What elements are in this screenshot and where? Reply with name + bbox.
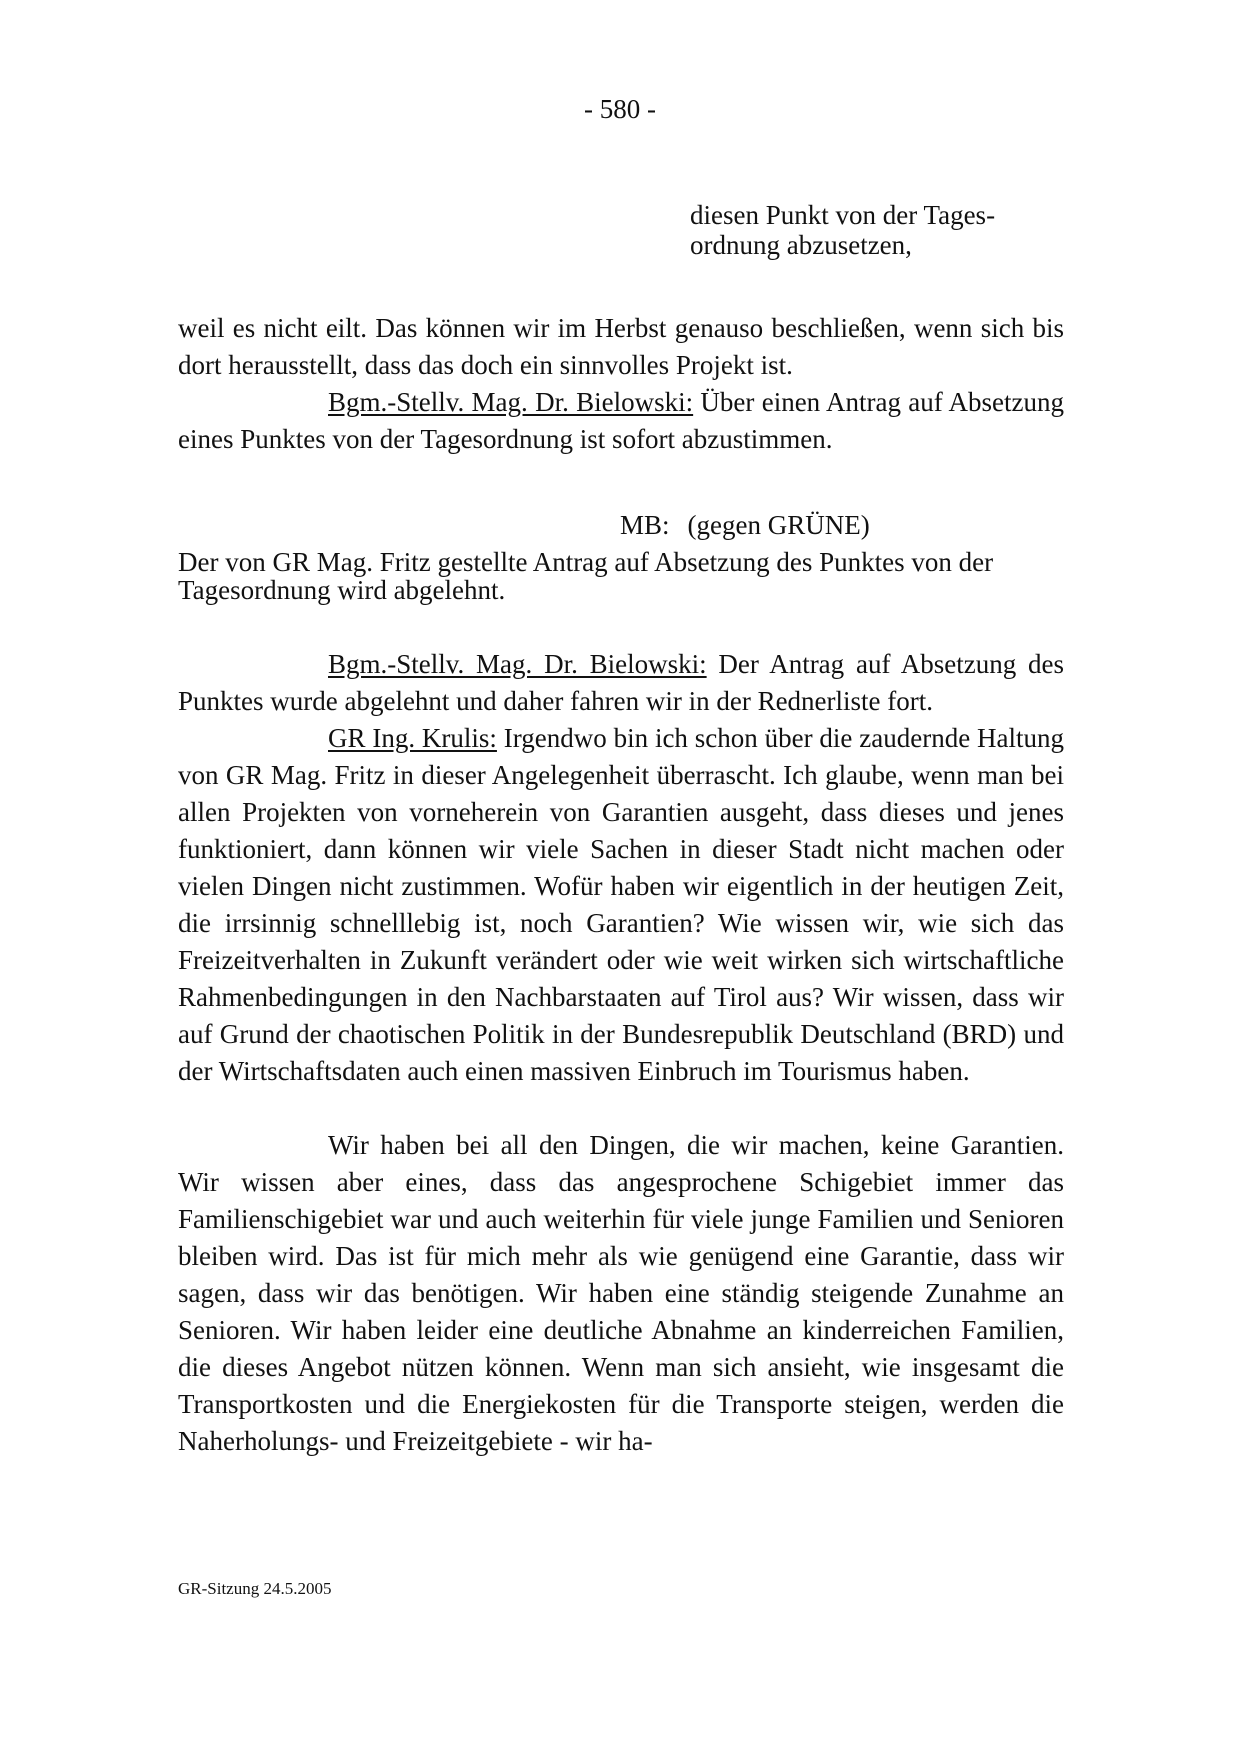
page-number: - 580 - — [584, 94, 656, 124]
footer-session-date: GR-Sitzung 24.5.2005 — [178, 1579, 332, 1598]
decision-text: Der von GR Mag. Fritz gestellte Antrag auf Absetzung des Punktes von der Tagesordnung wird abgelehnt. — [178, 547, 994, 605]
paragraph-continuation: weil es nicht eilt. Das können wir im Herbst genauso beschließen, wenn sich bis dort herausstellt, dass das doch ein sinnvolles Projekt ist. — [178, 313, 1064, 380]
speech-text: Irgendwo bin ich schon über die zaudernde Haltung von GR Mag. Fritz in dieser Angelegenheit überrascht. Ich glaube, wenn man bei allen Projekten von vorneherein von Garantien ausgeht, dass dieses und jenes funktioniert, dann können wir viele Sachen in dieser Stadt nicht machen oder vielen Dingen nicht zustimmen. Wofür haben wir eigentlich in der heutigen Zeit, die irrsinnig schnelllebig ist, noch Garantien? Wie wissen wir, wie sich das Freizeitverhalten in Zukunft verändert oder wie weit wirken sich wirtschaftliche Rahmenbedingungen in den Nachbarstaaten auf Tirol aus? Wir wissen, dass wir auf Grund der chaotischen Politik in der Bundesrepublik Deutschland (BRD) und der Wirtschaftsdaten auch einen massiven Einbruch im Tourismus haben. — [178, 723, 1065, 1086]
motion-text — [690, 200, 1150, 260]
vote-label: MB: — [620, 510, 670, 540]
paragraph-bielowski-2 — [178, 646, 1064, 720]
vote-result — [620, 508, 870, 542]
speaker-name: Bgm.-Stellv. Mag. Dr. Bielowski: — [328, 387, 694, 417]
motion-line-1: diesen Punkt von der Tages- — [690, 200, 996, 230]
speaker-name: GR Ing. Krulis: — [328, 723, 497, 753]
paragraph-bielowski-1 — [178, 384, 1064, 458]
speaker-name: Bgm.-Stellv. Mag. Dr. Bielowski: — [328, 649, 707, 679]
motion-line-2: ordnung abzusetzen, — [690, 230, 912, 260]
paragraph-krulis — [178, 720, 1064, 1090]
vote-value: (gegen GRÜNE) — [687, 510, 870, 540]
speech-text: Der Antrag auf Absetzung des Punktes wurde abgelehnt und daher fahren wir in der Rednerliste fort. — [178, 649, 1064, 716]
paragraph-krulis-continued: Wir haben bei all den Dingen, die wir machen, keine Garantien. Wir wissen aber eines, dass das angesprochene Schigebiet immer das Familienschigebiet war und auch weiterhin für viele junge Familien und Senioren bleiben wird. Das ist für mich mehr als wie genügend eine Garantie, dass wir sagen, dass wir das benötigen. Wir haben eine ständig steigende Zunahme an Senioren. Wir haben leider eine deutliche Abnahme an kinderreichen Familien, die dieses Angebot nützen können. Wenn man sich ansieht, wie insgesamt die Transportkosten und die Energiekosten für die Transporte steigen, werden die Naherholungs- und Freizeitgebiete - wir ha- — [178, 1130, 1064, 1456]
speech-text: Über einen Antrag auf Absetzung eines Punktes von der Tagesordnung ist sofort abzustimmen. — [178, 387, 1065, 454]
